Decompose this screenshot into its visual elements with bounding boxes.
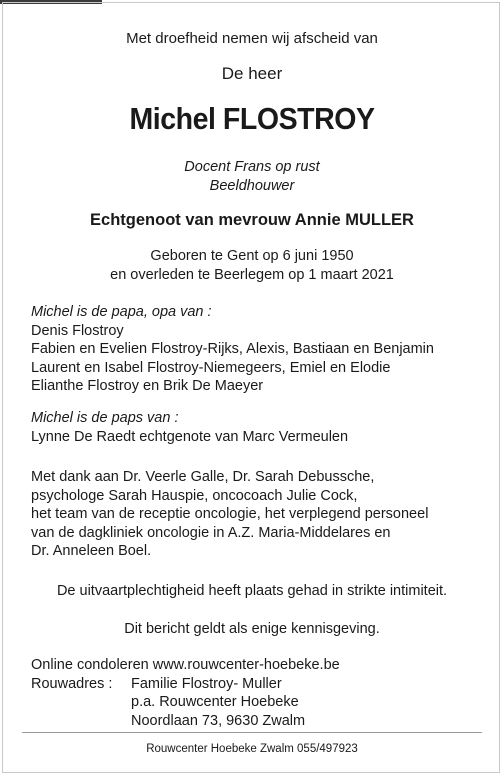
address-line: Familie Flostroy- Muller [131, 675, 282, 692]
address-line: p.a. Rouwcenter Hoebeke [131, 694, 299, 710]
birth-line: Geboren te Gent op 6 juni 1950 [150, 248, 354, 264]
family-member: Elianthe Flostroy en Brik De Maeyer [31, 378, 264, 394]
role-line: Beeldhouwer [209, 178, 295, 194]
thanks-line: het team van de receptie oncologie, het verplegend personeel [31, 506, 429, 522]
family-member: Lynne De Raedt echtgenote van Marc Vermeulen [31, 428, 349, 445]
address-label: Rouwadres : [31, 675, 113, 692]
address-line: Noordlaan 73, 9630 Zwalm [131, 712, 306, 729]
family-paps [31, 409, 348, 446]
life-dates [0, 247, 504, 285]
death-line: en overleden te Beerlegem op 1 maart 2021 [110, 267, 394, 283]
family-member: Laurent en Isabel Flostroy-Niemegeers, Emiel en Elodie [31, 359, 391, 376]
notice-note: Dit bericht geldt als enige kennisgeving. [124, 621, 380, 637]
spouse-line: Echtgenoot van mevrouw Annie MULLER [90, 211, 414, 229]
thanks-block [31, 468, 428, 561]
family-member: Fabien en Evelien Flostroy-Rijks, Alexis, Bastiaan en Benjamin [31, 341, 434, 357]
deceased-name: Michel FLOSTROY [129, 101, 375, 136]
family-heading: Michel is de papa, opa van : [31, 304, 212, 320]
footer-divider [22, 732, 482, 733]
family-heading: Michel is de paps van : [31, 410, 179, 426]
online-condolence: Online condoleren www.rouwcenter-hoebeke.be [31, 657, 340, 673]
thanks-line: Met dank aan Dr. Veerle Galle, Dr. Sarah Debussche, [31, 469, 375, 485]
salutation: De heer [221, 64, 283, 83]
address-row [31, 675, 340, 694]
ceremony-note: De uitvaartplechtigheid heeft plaats gehad in strikte intimiteit. [56, 583, 448, 599]
thanks-line: Dr. Anneleen Boel. [31, 543, 152, 559]
role-line: Docent Frans op rust [184, 159, 320, 175]
family-grandchildren [31, 303, 434, 396]
intro-text: Met droefheid nemen wij afscheid van [126, 30, 378, 47]
roles [0, 158, 504, 196]
thanks-line: psychologe Sarah Hauspie, oncocoach Julie Cock, [31, 487, 358, 504]
family-member: Denis Flostroy [31, 322, 124, 339]
footer-text: Rouwcenter Hoebeke Zwalm 055/497923 [146, 743, 358, 755]
contact-block [31, 656, 340, 730]
thanks-line: van de dagkliniek oncologie in A.Z. Maria-Middelares en [31, 524, 391, 541]
